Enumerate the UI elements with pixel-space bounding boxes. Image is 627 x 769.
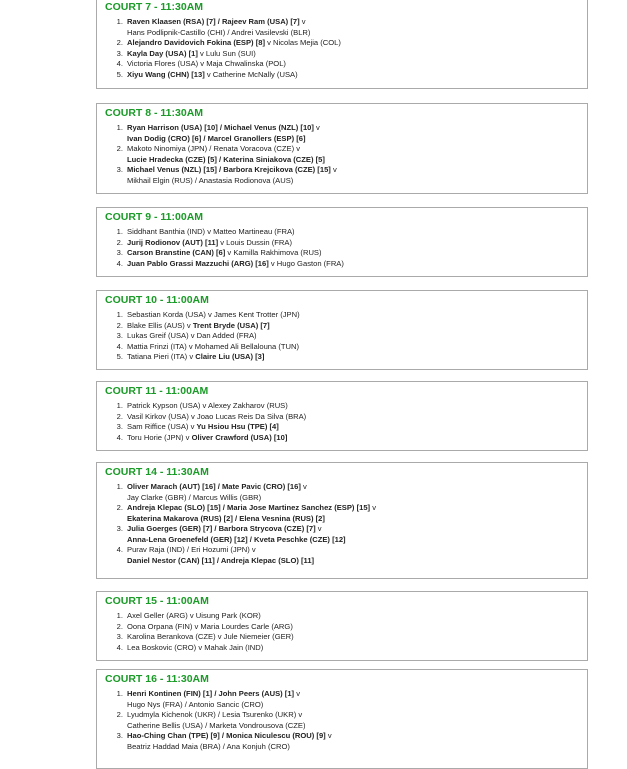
match-text (127, 321, 300, 332)
player-name-bold: Andreja Klepac (SLO) [15] / Maria Jose Martinez Sanchez (ESP) [15] (127, 503, 371, 512)
match-number: 1. (116, 689, 123, 698)
match-list (113, 123, 337, 186)
match-number: 2. (116, 144, 123, 153)
match-text (127, 433, 306, 444)
match-item (113, 422, 306, 433)
match-item (113, 689, 332, 710)
match-line (127, 342, 300, 353)
player-name-bold: Ekaterina Makarova (RUS) [2] / Elena Vesnina (RUS) [2] (127, 513, 325, 523)
match-text (127, 144, 337, 165)
match-item (113, 731, 332, 752)
match-item (113, 248, 344, 259)
match-text-segment: v (294, 689, 300, 698)
player-name-bold: Xiyu Wang (CHN) [13] (127, 69, 205, 79)
match-text (127, 632, 294, 643)
player-name-bold: Hao-Ching Chan (TPE) [9] / Monica Niculescu (ROU) [9] (127, 731, 326, 740)
match-text-segment: Tatiana Pieri (ITA) v (127, 352, 196, 361)
match-line (127, 352, 300, 363)
match-item (113, 352, 300, 363)
match-item (113, 401, 306, 412)
match-line (127, 331, 300, 342)
match-item (113, 545, 376, 566)
match-text-segment: Vasil Kirkov (USA) v Joao Lucas Reis Da Silva (BRA) (127, 411, 307, 421)
player-name-bold: Ryan Harrison (USA) [10] / Michael Venus (NZL) [10] (127, 123, 314, 132)
match-number: 3. (116, 48, 123, 58)
player-name-bold: Trent Bryde (USA) [7] (192, 320, 270, 330)
court-7-section (96, 0, 588, 89)
match-number: 4. (116, 341, 123, 351)
player-name-bold: Ivan Dodig (CRO) [6] / Marcel Granollers (ESP) [6] (127, 133, 306, 143)
match-item (113, 49, 341, 60)
player-name-bold: Daniel Nestor (CAN) [11] / Andreja Klepac (SLO) [11] (127, 555, 315, 565)
match-text (127, 643, 294, 654)
court-11-section (96, 381, 588, 451)
match-item (113, 611, 294, 622)
match-line (127, 155, 337, 166)
match-number: 1. (116, 123, 123, 132)
player-name-bold: Henri Kontinen (FIN) [1] / John Peers (AUS) [1] (127, 689, 295, 698)
match-list (113, 17, 341, 80)
match-item (113, 38, 341, 49)
match-number: 3. (116, 331, 123, 340)
match-line (127, 503, 376, 514)
match-line (127, 238, 344, 249)
match-line (127, 700, 332, 711)
match-item (113, 412, 306, 423)
match-line (127, 49, 341, 60)
court-9-section (96, 207, 588, 277)
court-title: COURT 15 - 11:00AM (105, 595, 209, 607)
match-number: 3. (116, 248, 123, 257)
match-text (127, 17, 341, 38)
match-text-segment: v Hugo Gaston (FRA) (268, 258, 344, 268)
match-text-segment: Lea Boskovic (CRO) v Mahak Jain (IND) (127, 642, 264, 652)
match-item (113, 227, 344, 238)
match-number: 2. (116, 320, 123, 330)
match-text (127, 227, 344, 238)
match-text (127, 545, 376, 566)
match-line (127, 524, 376, 535)
player-name-bold: Oliver Marach (AUT) [16] / Mate Pavic (CRO) [16] (127, 482, 301, 491)
match-item (113, 643, 294, 654)
match-line (127, 38, 341, 49)
match-text (127, 165, 337, 186)
court-10-section (96, 290, 588, 370)
match-list (113, 310, 300, 363)
match-text (127, 352, 300, 363)
match-item (113, 331, 300, 342)
match-text (127, 238, 344, 249)
match-line (127, 227, 344, 238)
match-line (127, 401, 306, 412)
match-number: 4. (116, 432, 123, 442)
match-line (127, 493, 376, 504)
match-text (127, 622, 294, 633)
match-number: 2. (116, 411, 123, 421)
match-line (127, 721, 332, 732)
player-name-bold: Raven Klaasen (RSA) [7] / Rajeev Ram (USA) [7] (127, 17, 300, 26)
match-text (127, 524, 376, 545)
match-text (127, 259, 344, 270)
match-text-segment: Mattia Frinzi (ITA) v Mohamed Ali Bellalouna (TUN) (127, 341, 300, 351)
match-list (113, 611, 294, 653)
match-text (127, 482, 376, 503)
match-number: 2. (116, 38, 123, 47)
player-name-bold: Yu Hsiou Hsu (TPE) [4] (196, 422, 279, 431)
match-text-segment: Lyudmyla Kichenok (UKR) / Lesia Tsurenko (UKR) v (127, 710, 303, 719)
match-text (127, 59, 341, 70)
match-text-segment: Blake Ellis (AUS) v (127, 320, 193, 330)
match-number: 1. (116, 611, 123, 620)
court-15-section (96, 591, 588, 661)
match-line (127, 165, 337, 176)
match-text-segment: v Lulu Sun (SUI) (197, 48, 256, 58)
match-number: 2. (116, 710, 123, 719)
match-number: 3. (116, 165, 123, 174)
match-text-segment: Mikhail Elgin (RUS) / Anastasia Rodionova (AUS) (127, 175, 294, 185)
match-text-segment: Patrick Kypson (USA) v Alexey Zakharov (RUS) (127, 401, 288, 410)
court-title: COURT 14 - 11:30AM (105, 466, 209, 478)
match-item (113, 482, 376, 503)
match-number: 3. (116, 422, 123, 431)
match-text-segment: v Nicolas Mejia (COL) (264, 38, 341, 47)
match-text-segment: Hans Podlipnik-Castillo (CHI) / Andrei Vasilevski (BLR) (127, 27, 311, 37)
player-name-bold: Jurij Rodionov (AUT) [11] (127, 237, 219, 247)
match-item (113, 259, 344, 270)
match-line (127, 643, 294, 654)
match-line (127, 556, 376, 567)
match-item (113, 524, 376, 545)
court-title: COURT 8 - 11:30AM (105, 107, 204, 119)
match-text-segment: v Catherine McNally (USA) (204, 69, 298, 79)
match-text (127, 401, 306, 412)
match-text-segment: Toru Horie (JPN) v (127, 432, 192, 442)
match-text-segment: v (330, 165, 337, 174)
match-line (127, 310, 300, 321)
match-text-segment: Purav Raja (IND) / Eri Hozumi (JPN) v (127, 545, 256, 554)
match-text-segment: v (313, 123, 320, 132)
match-text-segment: Hugo Nys (FRA) / Antonio Sancic (CRO) (127, 699, 264, 709)
court-title: COURT 16 - 11:30AM (105, 673, 209, 685)
match-line (127, 70, 341, 81)
match-text-segment: v Louis Dussin (FRA) (218, 237, 292, 247)
match-text-segment: v Kamilla Rakhimova (RUS) (225, 248, 322, 257)
match-number: 3. (116, 524, 123, 533)
match-text (127, 342, 300, 353)
match-line (127, 176, 337, 187)
court-title: COURT 11 - 11:00AM (105, 385, 209, 397)
match-text-segment: Catherine Bellis (USA) / Marketa Vondrousova (CZE) (127, 720, 306, 730)
match-item (113, 165, 337, 186)
match-text-segment: Siddhant Banthia (IND) v Matteo Martineau (FRA) (127, 227, 295, 236)
court-16-section (96, 669, 588, 769)
match-item (113, 342, 300, 353)
match-number: 4. (116, 59, 123, 68)
match-text (127, 611, 294, 622)
match-line (127, 545, 376, 556)
match-text (127, 503, 376, 524)
match-line (127, 433, 306, 444)
match-text-segment: v (325, 731, 332, 740)
match-number: 1. (116, 227, 123, 236)
match-text-segment: Makoto Ninomiya (JPN) / Renata Voracova (CZE) v (127, 144, 301, 153)
player-name-bold: Kayla Day (USA) [1] (127, 48, 198, 58)
match-line (127, 611, 294, 622)
match-line (127, 59, 341, 70)
match-line (127, 412, 306, 423)
match-item (113, 503, 376, 524)
match-line (127, 742, 332, 753)
match-line (127, 535, 376, 546)
match-line (127, 689, 332, 700)
match-number: 2. (116, 237, 123, 247)
match-text (127, 731, 332, 752)
match-line (127, 632, 294, 643)
player-name-bold: Michael Venus (NZL) [15] / Barbora Krejcikova (CZE) [15] (127, 165, 331, 174)
match-text (127, 38, 341, 49)
match-item (113, 321, 300, 332)
match-text-segment: Sebastian Korda (USA) v James Kent Trotter (JPN) (127, 310, 300, 319)
match-item (113, 70, 341, 81)
match-number: 5. (116, 69, 123, 79)
match-text-segment: v (315, 524, 322, 533)
match-line (127, 731, 332, 742)
match-line (127, 17, 341, 28)
match-line (127, 248, 344, 259)
match-line (127, 710, 332, 721)
match-number: 5. (116, 352, 123, 361)
match-text-segment: Jay Clarke (GBR) / Marcus Willis (GBR) (127, 492, 262, 502)
match-text (127, 412, 306, 423)
match-item (113, 310, 300, 321)
match-text (127, 689, 332, 710)
match-number: 2. (116, 621, 123, 631)
match-text-segment: v (299, 17, 306, 26)
match-number: 3. (116, 731, 123, 740)
match-number: 4. (116, 545, 123, 554)
match-list (113, 482, 376, 566)
match-item (113, 123, 337, 144)
match-text (127, 710, 332, 731)
match-number: 4. (116, 258, 123, 268)
player-name-bold: Anna-Lena Groenefeld (GER) [12] / Kveta Peschke (CZE) [12] (127, 534, 346, 544)
match-line (127, 123, 337, 134)
match-line (127, 134, 337, 145)
court-title: COURT 7 - 11:30AM (105, 1, 204, 13)
match-text-segment: Victoria Flores (USA) v Maja Chwalinska (POL) (127, 59, 286, 68)
match-line (127, 514, 376, 525)
player-name-bold: Juan Pablo Grassi Mazzuchi (ARG) [16] (127, 258, 269, 268)
match-number: 2. (116, 503, 123, 512)
match-line (127, 622, 294, 633)
player-name-bold: Julia Goerges (GER) [7] / Barbora Strycova (CZE) [7] (127, 524, 316, 533)
match-list (113, 689, 332, 752)
match-text-segment: Karolina Berankova (CZE) v Jule Niemeier (GER) (127, 632, 294, 641)
match-number: 1. (116, 401, 123, 410)
match-text-segment: Sam Riffice (USA) v (127, 422, 197, 431)
match-list (113, 401, 306, 443)
match-text-segment: v (300, 482, 307, 491)
match-number: 1. (116, 482, 123, 491)
match-list (113, 227, 344, 269)
player-name-bold: Claire Liu (USA) [3] (195, 352, 265, 361)
court-14-section (96, 462, 588, 579)
match-number: 3. (116, 632, 123, 641)
court-title: COURT 9 - 11:00AM (105, 211, 204, 223)
match-text-segment: Beatriz Haddad Maia (BRA) / Ana Konjuh (CRO) (127, 741, 290, 751)
match-text (127, 422, 306, 433)
match-text-segment: Axel Geller (ARG) v Uisung Park (KOR) (127, 611, 261, 620)
match-text-segment: Lukas Greif (USA) v Dan Added (FRA) (127, 331, 257, 340)
match-item (113, 17, 341, 38)
match-text-segment: v (370, 503, 376, 512)
match-line (127, 144, 337, 155)
match-line (127, 28, 341, 39)
player-name-bold: Oliver Crawford (USA) [10] (191, 432, 288, 442)
match-text (127, 49, 341, 60)
match-line (127, 321, 300, 332)
match-text (127, 331, 300, 342)
player-name-bold: Lucie Hradecka (CZE) [5] / Katerina Siniakova (CZE) [5] (127, 154, 325, 164)
match-text-segment: Oona Orpana (FIN) v Maria Lourdes Carle (ARG) (127, 621, 293, 631)
match-item (113, 622, 294, 633)
match-item (113, 632, 294, 643)
player-name-bold: Carson Branstine (CAN) [6] (127, 248, 226, 257)
match-item (113, 59, 341, 70)
match-item (113, 710, 332, 731)
match-number: 1. (116, 17, 123, 26)
court-title: COURT 10 - 11:00AM (105, 294, 209, 306)
court-8-section (96, 103, 588, 194)
match-number: 1. (116, 310, 123, 319)
match-item (113, 238, 344, 249)
match-item (113, 433, 306, 444)
match-number: 4. (116, 642, 123, 652)
player-name-bold: Alejandro Davidovich Fokina (ESP) [8] (127, 38, 265, 47)
match-line (127, 422, 306, 433)
match-text (127, 70, 341, 81)
match-text (127, 310, 300, 321)
match-line (127, 259, 344, 270)
match-text (127, 248, 344, 259)
match-text (127, 123, 337, 144)
match-line (127, 482, 376, 493)
match-item (113, 144, 337, 165)
